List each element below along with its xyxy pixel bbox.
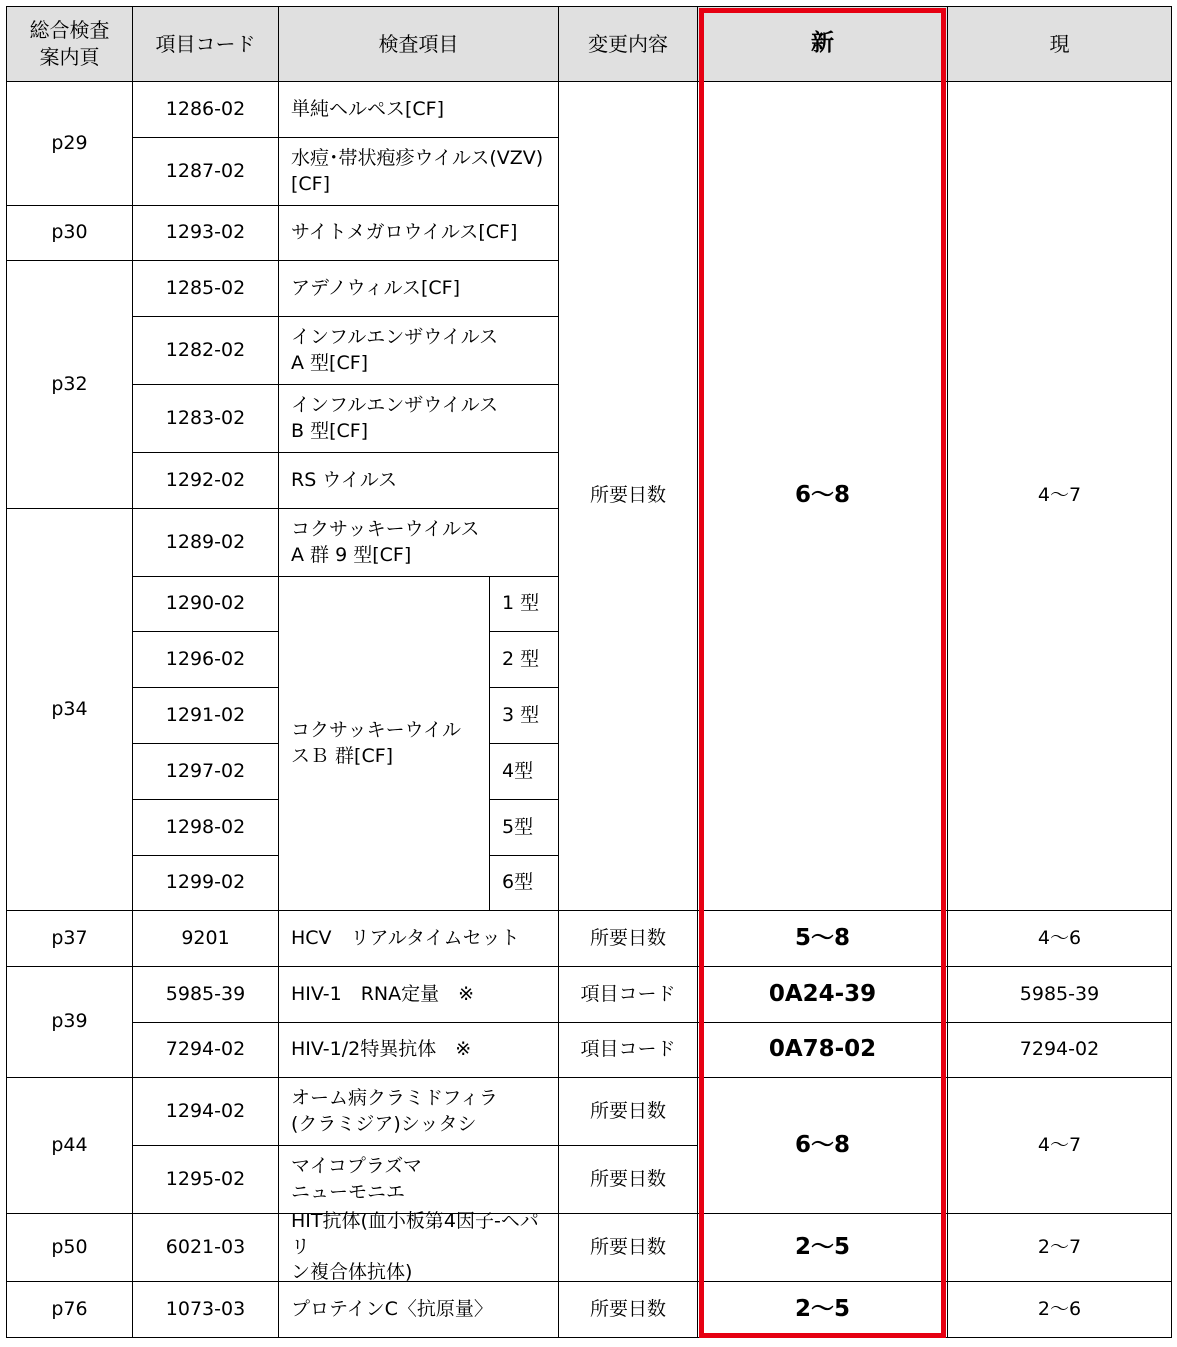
subtype: 1 型 xyxy=(490,577,559,632)
test-item: サイトメガロウイルス[CF] xyxy=(279,206,559,261)
item-code: 1286-02 xyxy=(133,82,279,138)
change-type: 項目コード xyxy=(559,1023,698,1078)
new-value: 5～8 xyxy=(698,911,948,967)
item-code: 1295-02 xyxy=(133,1146,279,1214)
item-code: 6021-03 xyxy=(133,1214,279,1282)
current-value: 7294-02 xyxy=(948,1023,1172,1078)
header-code: 項目コード xyxy=(133,6,279,82)
item-code: 1283-02 xyxy=(133,385,279,453)
current-value: 2～7 xyxy=(948,1214,1172,1282)
current-value: 5985-39 xyxy=(948,967,1172,1023)
subtype: 4型 xyxy=(490,744,559,800)
item-code: 1289-02 xyxy=(133,509,279,577)
test-item: コクサッキーウイル スＢ 群[CF] xyxy=(279,577,490,911)
item-code: 1298-02 xyxy=(133,800,279,856)
test-item: HCV リアルタイムセット xyxy=(279,911,559,967)
test-item: マイコプラズマ ニューモニエ xyxy=(279,1146,559,1214)
item-code: 1285-02 xyxy=(133,261,279,317)
item-code: 1294-02 xyxy=(133,1078,279,1146)
item-code: 1296-02 xyxy=(133,632,279,688)
change-type: 所要日数 xyxy=(559,1214,698,1282)
item-code: 1282-02 xyxy=(133,317,279,385)
test-item: RS ウイルス xyxy=(279,453,559,509)
test-item: コクサッキーウイルス A 群 9 型[CF] xyxy=(279,509,559,577)
header-current: 現 xyxy=(948,6,1172,82)
item-code: 1292-02 xyxy=(133,453,279,509)
change-type: 所要日数 xyxy=(559,1078,698,1146)
test-item: インフルエンザウイルス B 型[CF] xyxy=(279,385,559,453)
header-page: 総合検査 案内頁 xyxy=(6,6,133,82)
new-value: 0A78-02 xyxy=(698,1023,948,1078)
current-value: 4～6 xyxy=(948,911,1172,967)
item-code: 1293-02 xyxy=(133,206,279,261)
item-code: 1287-02 xyxy=(133,138,279,206)
current-value: 2～6 xyxy=(948,1282,1172,1338)
new-value: 6～8 xyxy=(698,1078,948,1214)
subtype: 3 型 xyxy=(490,688,559,744)
subtype: 5型 xyxy=(490,800,559,856)
test-item: HIT抗体(血小板第4因子-ヘパリ ン複合体抗体) xyxy=(279,1214,559,1282)
page-ref: p44 xyxy=(6,1078,133,1214)
current-value: 4～7 xyxy=(948,1078,1172,1214)
item-code: 5985-39 xyxy=(133,967,279,1023)
test-item: HIV-1/2特異抗体 ※ xyxy=(279,1023,559,1078)
new-value: 6～8 xyxy=(698,82,948,911)
item-code: 1073-03 xyxy=(133,1282,279,1338)
page-ref: p39 xyxy=(6,967,133,1078)
item-code: 1291-02 xyxy=(133,688,279,744)
current-value: 4～7 xyxy=(948,82,1172,911)
page-ref: p34 xyxy=(6,509,133,911)
page-ref: p30 xyxy=(6,206,133,261)
subtype: 2 型 xyxy=(490,632,559,688)
item-code: 1299-02 xyxy=(133,856,279,911)
new-value: 0A24-39 xyxy=(698,967,948,1023)
page-ref: p37 xyxy=(6,911,133,967)
test-item: 水痘･帯状疱疹ウイルス(VZV) [CF] xyxy=(279,138,559,206)
test-item: オーム病クラミドフィラ (クラミジア)シッタシ xyxy=(279,1078,559,1146)
test-item: HIV-1 RNA定量 ※ xyxy=(279,967,559,1023)
change-type: 所要日数 xyxy=(559,1146,698,1214)
subtype: 6型 xyxy=(490,856,559,911)
item-code: 1290-02 xyxy=(133,577,279,632)
change-type: 所要日数 xyxy=(559,1282,698,1338)
change-type: 所要日数 xyxy=(559,911,698,967)
item-code: 1297-02 xyxy=(133,744,279,800)
change-type: 項目コード xyxy=(559,967,698,1023)
header-change: 変更内容 xyxy=(559,6,698,82)
page-ref: p76 xyxy=(6,1282,133,1338)
change-type: 所要日数 xyxy=(559,82,698,911)
new-value: 2～5 xyxy=(698,1282,948,1338)
page-ref: p29 xyxy=(6,82,133,206)
test-item: アデノウィルス[CF] xyxy=(279,261,559,317)
header-new: 新 xyxy=(698,6,948,82)
test-item: 単純ヘルペス[CF] xyxy=(279,82,559,138)
test-item: インフルエンザウイルス A 型[CF] xyxy=(279,317,559,385)
new-value: 2～5 xyxy=(698,1214,948,1282)
item-code: 9201 xyxy=(133,911,279,967)
item-code: 7294-02 xyxy=(133,1023,279,1078)
page-ref: p32 xyxy=(6,261,133,509)
page-ref: p50 xyxy=(6,1214,133,1282)
header-item: 検査項目 xyxy=(279,6,559,82)
test-item: プロテインC〈抗原量〉 xyxy=(279,1282,559,1338)
